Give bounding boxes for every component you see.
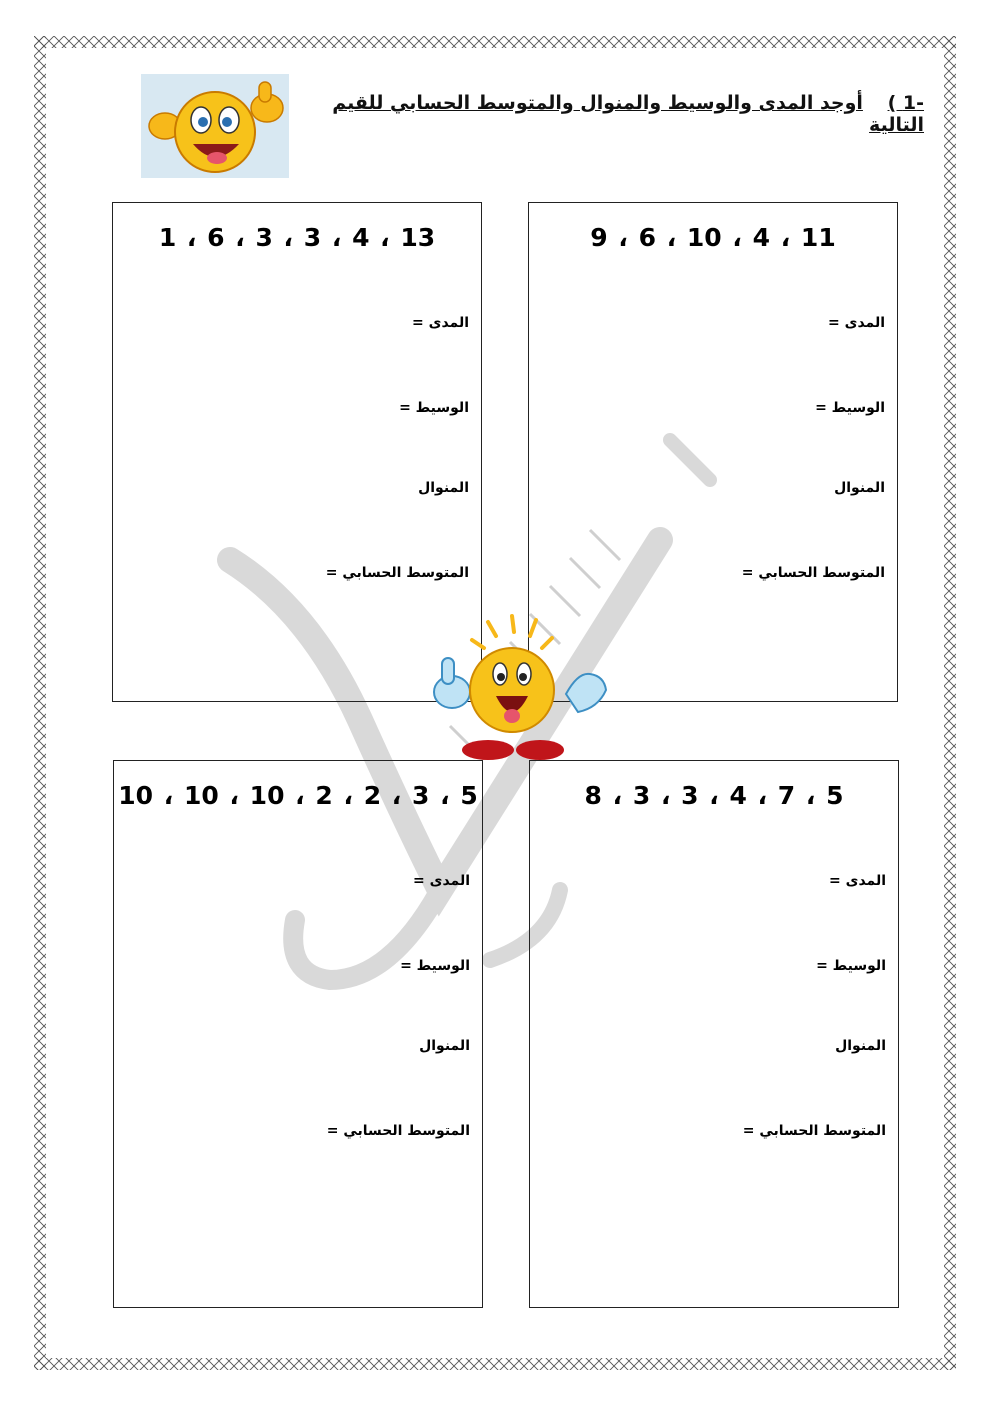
- mean-label: المتوسط الحسابي =: [326, 1123, 470, 1139]
- number-sequence: 5 ، 3 ، 2 ، 2 ، 10 ، 10 ، 10: [118, 781, 478, 810]
- median-label: الوسيط =: [399, 400, 469, 416]
- number-sequence: 11 ، 4 ، 10 ، 6 ، 9: [590, 223, 836, 252]
- median-label: الوسيط =: [815, 400, 885, 416]
- mode-label: المنوال: [418, 480, 469, 496]
- mode-label: المنوال: [834, 480, 885, 496]
- question-title: [300, 92, 924, 136]
- mean-label: المتوسط الحسابي =: [325, 565, 469, 581]
- problem-box-3: [529, 760, 899, 1308]
- number-sequence: 13 ، 4 ، 3 ، 3 ، 6 ، 1: [158, 223, 436, 252]
- mean-label: المتوسط الحسابي =: [742, 1123, 886, 1139]
- mean-label: المتوسط الحسابي =: [741, 565, 885, 581]
- mode-label: المنوال: [835, 1038, 886, 1054]
- problem-box-4: [113, 760, 483, 1308]
- mode-label: المنوال: [419, 1038, 470, 1054]
- median-label: الوسيط =: [816, 958, 886, 974]
- range-label: المدى =: [828, 315, 885, 331]
- range-label: المدى =: [829, 873, 886, 889]
- median-label: الوسيط =: [400, 958, 470, 974]
- thumbs-up-smiley-icon: [141, 74, 289, 178]
- range-label: المدى =: [412, 315, 469, 331]
- question-number: -1 ): [887, 92, 924, 114]
- problem-box-2: [112, 202, 482, 702]
- number-sequence: 5 ، 7 ، 4 ، 3 ، 3 ، 8: [584, 781, 844, 810]
- range-label: المدى =: [413, 873, 470, 889]
- sun-smiley-icon: [428, 612, 612, 760]
- question-text: أوجد المدى والوسيط والمنوال والمتوسط الحسابي للقيم التالية: [332, 92, 924, 136]
